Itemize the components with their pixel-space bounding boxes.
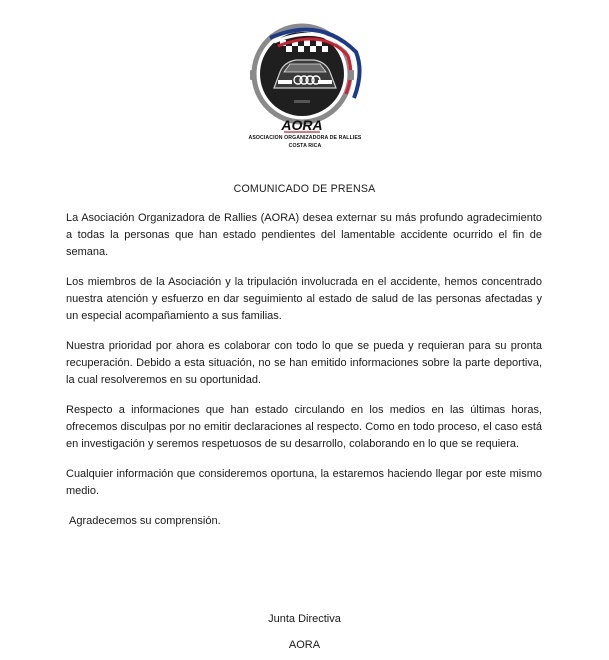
signature-org: AORA (288, 639, 321, 651)
signature-board: Junta Directiva (268, 613, 341, 625)
paragraph-5: Cualquier información que consideremos oportuna, la estaremos haciendo llegar por este mismo medio. (66, 468, 542, 497)
logo-org-name: ASOCIACION ORGANIZADORA DE RALLIES (248, 135, 362, 141)
document-title: COMUNICADO DE PRENSA (233, 183, 376, 195)
paragraph-4: Respecto a informaciones que han estado circulando en los medios en las últimas horas, ofrecemos disculpas por no emitir declaraciones al respecto. Como en todo proceso, el caso está en investigación y seremos respetuosos de su desarrollo, colaborando en lo que se requiera. (66, 404, 542, 450)
paragraph-1: La Asociación Organizadora de Rallies (AORA) desea externar su más profundo agradecimiento a todas la personas que han estado pendientes del lamentable accidente ocurrido el fin de semana. (66, 212, 542, 258)
paragraph-2: Los miembros de la Asociación y la tripulación involucrada en el accidente, hemos concentrado nuestra atención y esfuerzo en dar seguimiento al estado de salud de las personas afectadas y un especial acompañamiento a sus familias. (66, 276, 542, 322)
rally-car-logo-icon (240, 18, 370, 138)
logo-country: COSTA RICA (288, 143, 322, 149)
closing-line: Agradecemos su comprensión. (69, 515, 221, 527)
document-body (66, 210, 542, 530)
aora-logo (240, 18, 370, 154)
logo-brand: AORA (281, 117, 323, 133)
paragraph-3: Nuestra prioridad por ahora es colaborar con todo lo que se pueda y requieran para su pronta recuperación. Debido a esta situación, no se han emitido informaciones sobre la parte deportiva, la cual resolveremos en su oportunidad. (66, 340, 542, 386)
